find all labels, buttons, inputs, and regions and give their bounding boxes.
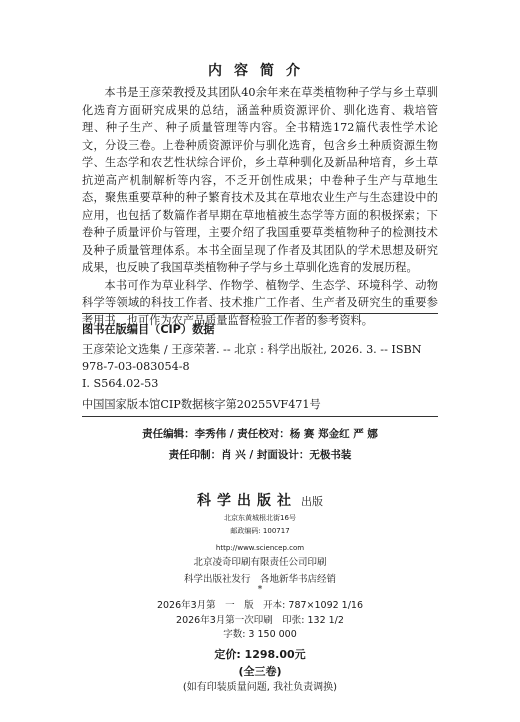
- publisher-imprint-suffix: 出版: [301, 495, 323, 508]
- cip-line-record-number: 中国国家版本馆CIP数据核字第20255VF471号: [82, 398, 321, 411]
- section-title: 内容简介: [208, 63, 312, 79]
- cip-heading: 图书在版编目（CIP）数据: [82, 323, 215, 336]
- content-summary: [82, 84, 438, 329]
- cip-line-isbn: 978-7-03-083054-8: [82, 360, 190, 373]
- word-count: 字数: 3 150 000: [223, 629, 297, 640]
- credits-editors: 责任编辑：李秀伟 / 责任校对：杨 赛 郑金红 严 娜: [142, 428, 378, 440]
- cip-data-block: [82, 321, 438, 413]
- edition-line: 2026年3月第 一 版 开本: 787×1092 1/16: [156, 600, 364, 611]
- summary-paragraph-1: 本书是王彦荣教授及其团队40余年来在草类植物种子学与乡土草驯化选育方面研究成果的总结，涵盖种质资源评价、驯化选育、栽培管理、种子生产、种子质量管理等内容。全书精选172篇代表性学术论文，分设三卷。上卷种质资源评价与驯化选育，包含乡土种质资源生物学、生态学和农艺性状综合评价，乡土草种驯化及新品种培育，乡土草抗逆高产机制解析等内容，不乏开创性成果；中卷种子生产与草地生态，聚焦重要草种的种子繁育技术及其在草地农业生产与生态建设中的应用，也包括了数篇作者早期在草地植被生态学等方面的积极探索；下卷种子质量评价与管理，主要介绍了我国重要草类植物种子的检测技术及种子质量管理体系。本书全面呈现了作者及其团队的学术思想及研究成果，也反映了我国草类植物种子学与乡土草驯化选育的发展历程。: [82, 86, 438, 274]
- publisher-imprint: [0, 490, 520, 510]
- separator-star: *: [257, 585, 263, 595]
- credits-production: 责任印制：肖 兴 / 封面设计：无极书装: [168, 449, 352, 461]
- printing-line: 2026年3月第一次印刷 印张: 132 1/2: [176, 614, 344, 626]
- publisher-address: 北京东黄城根北街16号: [224, 514, 296, 522]
- price: 定价: 1298.00元: [214, 647, 306, 661]
- printer-name: 北京凌奇印刷有限责任公司印刷: [193, 557, 327, 568]
- publisher-postcode: 邮政编码: 100717: [230, 527, 290, 535]
- publisher-website: http://www.sciencep.com: [215, 544, 305, 552]
- quality-notice: (如有印装质量问题, 我社负责调换): [182, 681, 338, 693]
- volume-note: (全三卷): [238, 664, 282, 678]
- publisher-logo-text: 科学出版社: [197, 493, 297, 509]
- cip-line-title: 王彦荣论文选集 / 王彦荣著. -- 北京 : 科学出版社, 2026. 3. -- ISBN: [82, 343, 422, 356]
- cip-line-classification: Ⅰ. S564.02-53: [82, 377, 159, 390]
- editorial-credits: [0, 424, 520, 466]
- divider-top: [82, 313, 438, 314]
- summary-paragraph-2: 本书可作为草业科学、作物学、植物学、生态学、环境科学、动物科学等领域的科技工作者、技术推广工作者、生产者及研究生的重要参考用书，也可作为农产品质量监督检验工作者的参考资料。: [82, 278, 438, 327]
- publisher-block: [0, 490, 520, 696]
- divider-bottom: [82, 416, 438, 417]
- distribution-line: 科学出版社发行 各地新华书店经销: [183, 574, 336, 585]
